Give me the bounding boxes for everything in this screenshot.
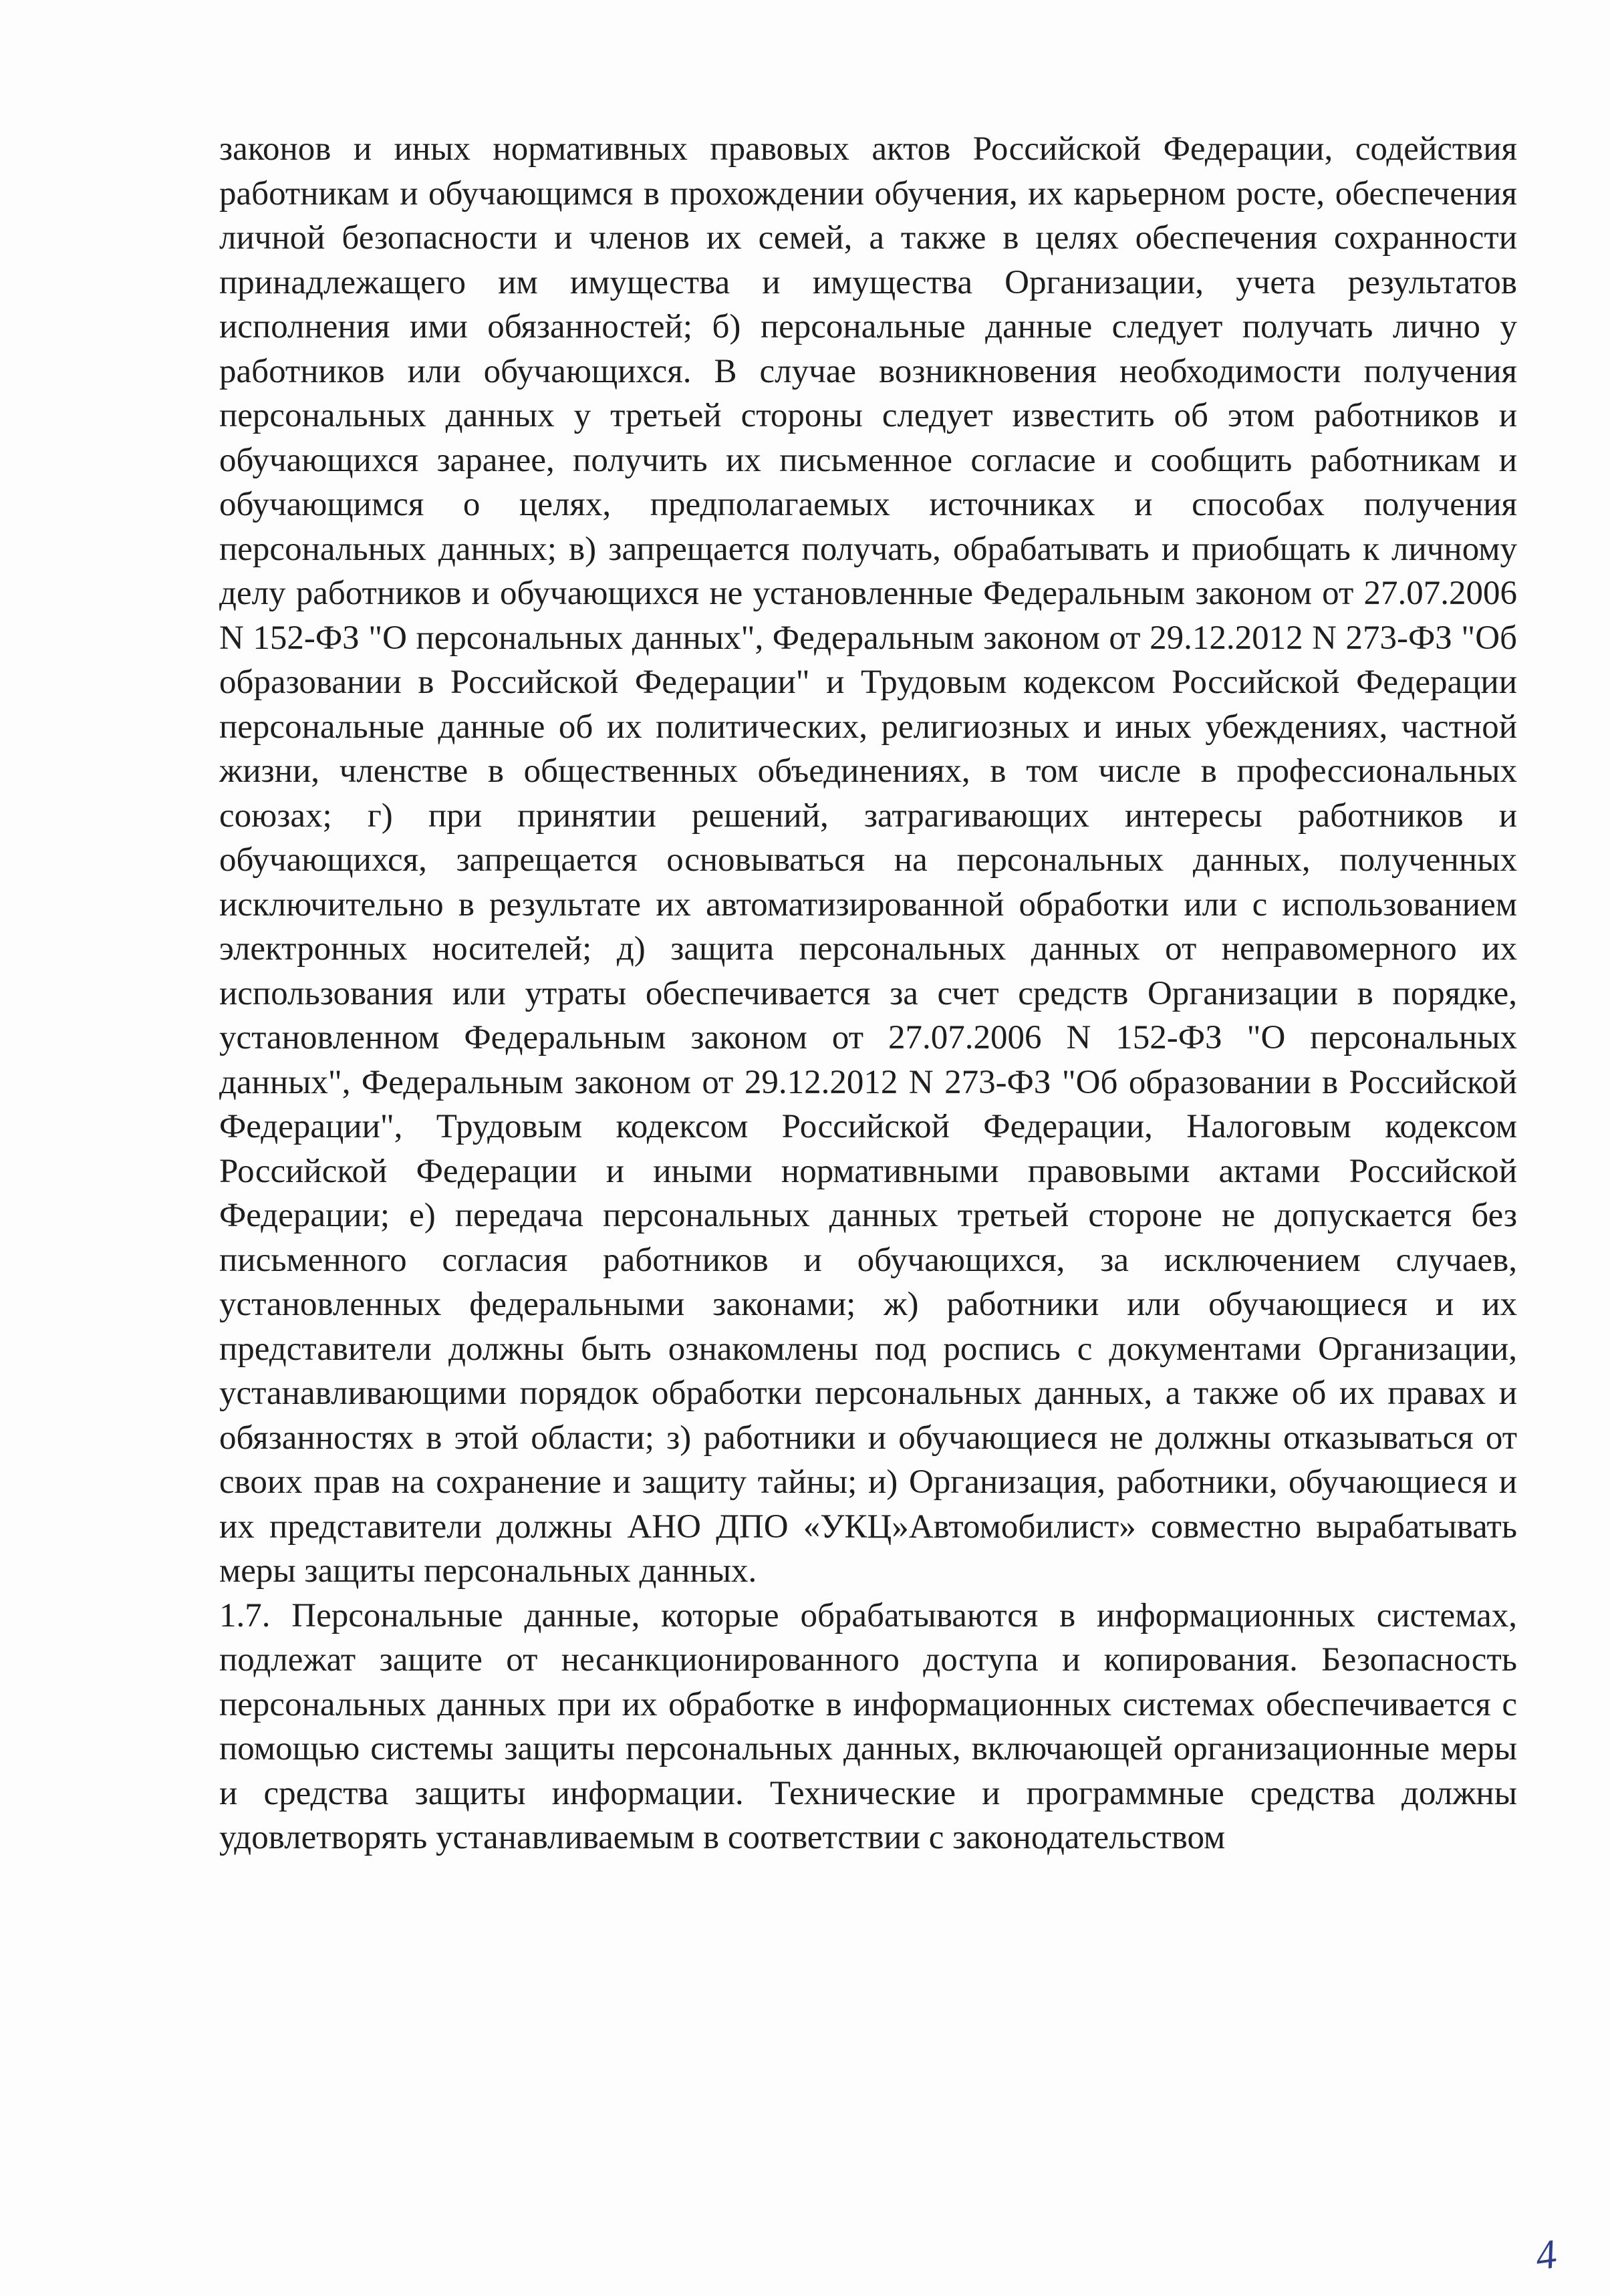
paragraph-1-7: 1.7. Персональные данные, которые обрабатываются в информационных системах, подлежат защите от несанкционированного доступа и копирования. Безопасность персональных данных при их обработке в информационных системах обеспечивается с помощью системы защиты персональных данных, включающей организационные меры и средства защиты информации. Технические и программные средства должны удовлетворять устанавливаемым в соответствии с законодательством bbox=[219, 1596, 1517, 1856]
paragraph-continuation: законов и иных нормативных правовых актов Российской Федерации, содействия работникам и обучающимся в прохождении обучения, их карьерном росте, обеспечения личной безопасности и членов их семей, а также в целях обеспечения сохранности принадлежащего им имущества и имущества Организации, учета результатов исполнения ими обязанностей; б) персональные данные следует получать лично у работников или обучающихся. В случае возникновения необходимости получения персональных данных у третьей стороны следует известить об этом работников и обучающихся заранее, получить их письменное согласие и сообщить работникам и обучающимся о целях, предполагаемых источниках и способах получения персональных данных; в) запрещается получать, обрабатывать и приобщать к личному делу работников и обучающихся не установленные Федеральным законом от 27.07.2006 N 152-ФЗ "О персональных данных", Федеральным законом от 29.12.2012 N 273-ФЗ "Об образовании в Российской Федерации" и Трудовым кодексом Российской Федерации персональные данные об их политических, религиозных и иных убеждениях, частной жизни, членстве в общественных объединениях, в том числе в профессиональных союзах; г) при принятии решений, затрагивающих интересы работников и обучающихся, запрещается основываться на персональных данных, полученных исключительно в результате их автоматизированной обработки или с использованием электронных носителей; д) защита персональных данных от неправомерного их использования или утраты обеспечивается за счет средств Организации в порядке, установленном Федеральным законом от 27.07.2006 N 152-ФЗ "О персональных данных", Федеральным законом от 29.12.2012 N 273-ФЗ "Об образовании в Российской Федерации", Трудовым кодексом Российской Федерации, Налоговым кодексом Российской Федерации и иными нормативными правовыми актами Российской Федерации; е) передача персональных данных третьей стороне не допускается без письменного согласия работников и обучающихся, за исключением случаев, установленных федеральными законами; ж) работники или обучающиеся и их представители должны быть ознакомлены под роспись с документами Организации, устанавливающими порядок обработки персональных данных, а также об их правах и обязанностях в этой области; з) работники и обучающиеся не должны отказываться от своих прав на сохранение и защиту тайны; и) Организация, работники, обучающиеся и их представители должны АНО ДПО «УКЦ»Автомобилист» совместно вырабатывать меры защиты персональных данных. bbox=[219, 130, 1517, 1590]
handwritten-page-number: 4 bbox=[1532, 2231, 1560, 2279]
document-body bbox=[219, 127, 1517, 1860]
